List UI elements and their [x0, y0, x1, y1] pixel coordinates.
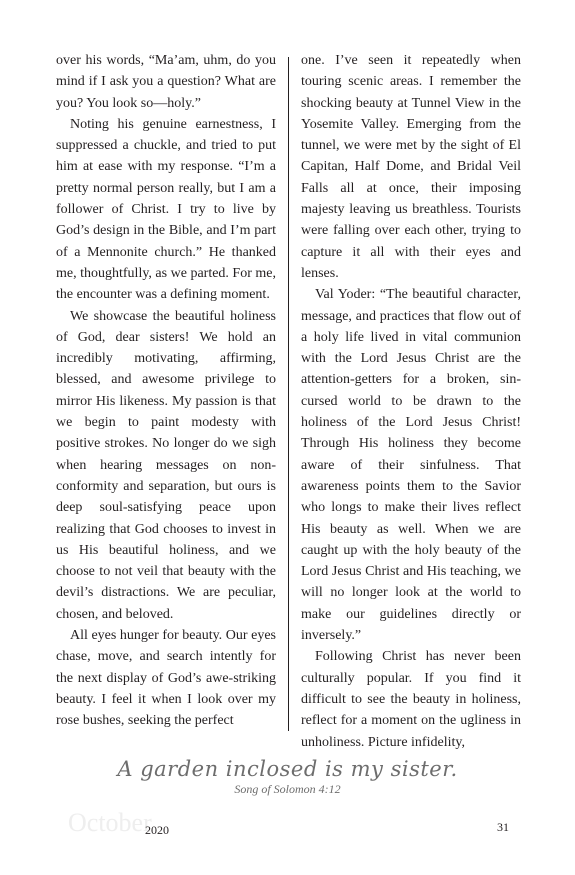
month-watermark: October [68, 808, 152, 837]
footer-verse [0, 757, 575, 797]
body-paragraph: All eyes hunger for beauty. Our eyes chase, move, and search intently for the next display of God’s awe-striking beauty. I feel it when I look over my rose bushes, seeking the perfect [56, 628, 276, 729]
body-paragraph: We showcase the beautiful holiness of God, dear sisters! We hold an incredibly motivating, affirming, blessed, and awesome privilege to mirror His likeness. My passion is that we begin to paint modesty with positive strokes. No longer do we sigh when hearing messages on non-conformity and separation, but ours is deep soul-satisfying peace upon realizing that God chooses to invest in us His beautiful holiness, and we choose to not veil that beauty with the devil’s distractions. We are peculiar, chosen, and beloved. [56, 308, 276, 622]
body-paragraph: Noting his genuine earnestness, I suppressed a chuckle, and tried to put him at ease with my response. “I’m a pretty normal person really, but I am a follower of Christ. I try to live by God’s design in the Bible, and I’m part of a Mennonite church.” He thanked me, thoughtfully, as we parted. For me, the encounter was a defining moment. [56, 116, 276, 303]
right-text-column [301, 50, 521, 753]
page-number: 31 [497, 820, 509, 834]
body-paragraph: Following Christ has never been culturally popular. If you find it difficult to see the beauty in holiness, reflect for a moment on the ugliness in unholiness. Picture infidelity, [301, 649, 521, 750]
issue-year: 2020 [145, 823, 169, 837]
verse-reference: Song of Solomon 4:12 [234, 782, 341, 796]
left-text-column [56, 50, 276, 732]
body-paragraph: Val Yoder: “The beautiful character, message, and practices that flow out of a holy life lived in vital communion with the Lord Jesus Christ are the attention-getters for a broken, sin-cursed world to be drawn to the holiness of the Lord Jesus Christ! Through His holiness they become aware of their sinfulness. That awareness points them to the Savior who longs to make their lives reflect His beauty as well. When we are caught up with the holy beauty of the Lord Jesus Christ and His teaching, we will no longer look at the world to make our guidelines directly or inversely.” [301, 287, 521, 644]
column-divider [288, 57, 289, 731]
body-paragraph: one. I’ve seen it repeatedly when touring scenic areas. I remember the shocking beauty at Tunnel View in the Yosemite Valley. Emerging from the tunnel, we were met by the sight of El Capitan, Half Dome, and Bridal Veil Falls all at once, their imposing majesty leaving us breathless. Tourists were falling over each other, trying to capture it all with their eyes and lenses. [301, 53, 521, 281]
body-paragraph: over his words, “Ma’am, uhm, do you mind if I ask you a question? What are you? You look so—holy.” [56, 53, 276, 111]
verse-text: A garden inclosed is my sister. [117, 757, 458, 781]
